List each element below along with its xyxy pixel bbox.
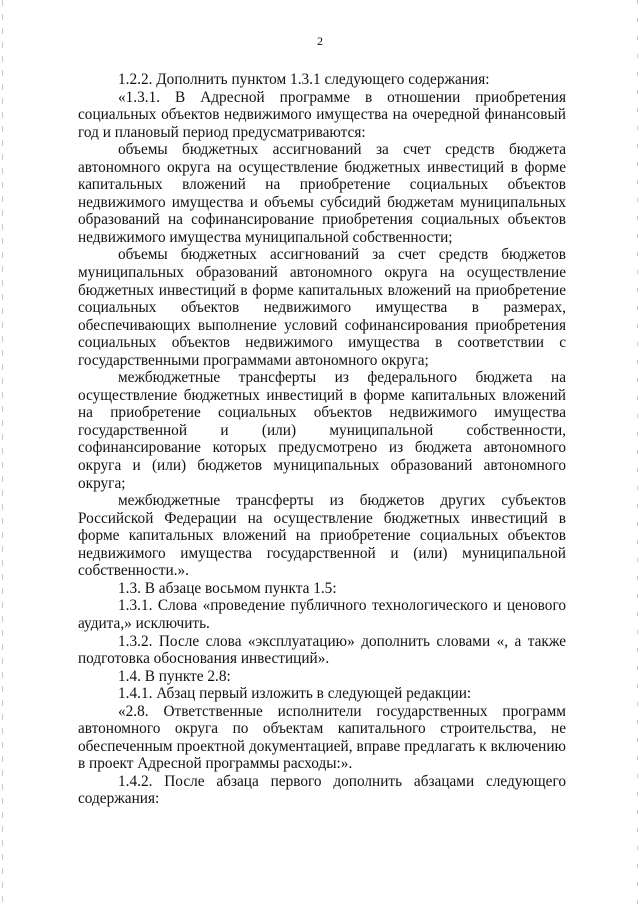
paragraph-budget-allocations-municipal: объемы бюджетных ассигнований за счет средств бюджетов муниципальных образований автономного округа на осуществление бюджетных инвестиций в форме капитальных вложений на приобретение социальных объектов недвижимого имущества в размерах, обеспечивающих выполнение условий софинансирования приобретения социальных объектов недвижимого имущества в соответствии с государственными программами автономного округа; (78, 246, 566, 369)
paragraph-other-subjects-transfers: межбюджетные трансферты из бюджетов других субъектов Российской Федерации на осуществление бюджетных инвестиций в форме капитальных вложений на приобретение социальных объектов недвижимого имущества государственной и (или) муниципальной собственности.». (78, 492, 566, 580)
paragraph-1-3-2: 1.3.2. После слова «эксплуатацию» дополнить словами «, а также подготовка обоснования инвестиций». (78, 632, 566, 668)
paragraph-1-2-2: 1.2.2. Дополнить пунктом 1.3.1 следующего содержания: (118, 71, 490, 88)
paragraph-1-4-1: 1.4.1. Абзац первый изложить в следующей редакции: (118, 685, 472, 703)
paragraph-1-3: 1.3. В абзаце восьмом пункта 1.5: (118, 579, 337, 597)
paragraph-1-3-1-intro: «1.3.1. В Адресной программе в отношении приобретения социальных объектов недвижимого имущества на очередной финансовый год и плановый период предусматриваются: (78, 88, 566, 141)
paragraph-1-4-2: 1.4.2. После абзаца первого дополнить абзацами следующего содержания: (78, 772, 566, 808)
paragraph-1-4: 1.4. В пункте 2.8: (118, 667, 231, 685)
page-number: 2 (317, 34, 323, 48)
paragraph-budget-allocations-okrug: объемы бюджетных ассигнований за счет средств бюджета автономного округа на осуществление бюджетных инвестиций в форме капитальных вложений на приобретение социальных объектов недвижимого имущества и объемы субсидий бюджетам муниципальных образований на софинансирование приобретения социальных объектов недвижимого имущества муниципальной собственности; (78, 141, 566, 246)
paragraph-1-3-1: 1.3.1. Слова «проведение публичного технологического и ценового аудита,» исключить. (78, 597, 566, 632)
scan-edge-right (637, 0, 638, 905)
paragraph-2-8: «2.8. Ответственные исполнители государственных программ автономного округа по объектам капитального строительства, не обеспеченным проектной документацией, вправе предлагать к включению в проект Адресной программы расходы:». (78, 702, 566, 773)
document-body (78, 71, 566, 808)
paragraph-federal-transfers: межбюджетные трансферты из федерального бюджета на осуществление бюджетных инвестиций в форме капитальных вложений на приобретение социальных объектов недвижимого имущества государственной и (или) муниципальной собственности, софинансирование которых предусмотрено из бюджета автономного округа и (или) бюджетов муниципальных образований автономного округа; (78, 369, 566, 492)
scan-edge-left (2, 0, 3, 905)
